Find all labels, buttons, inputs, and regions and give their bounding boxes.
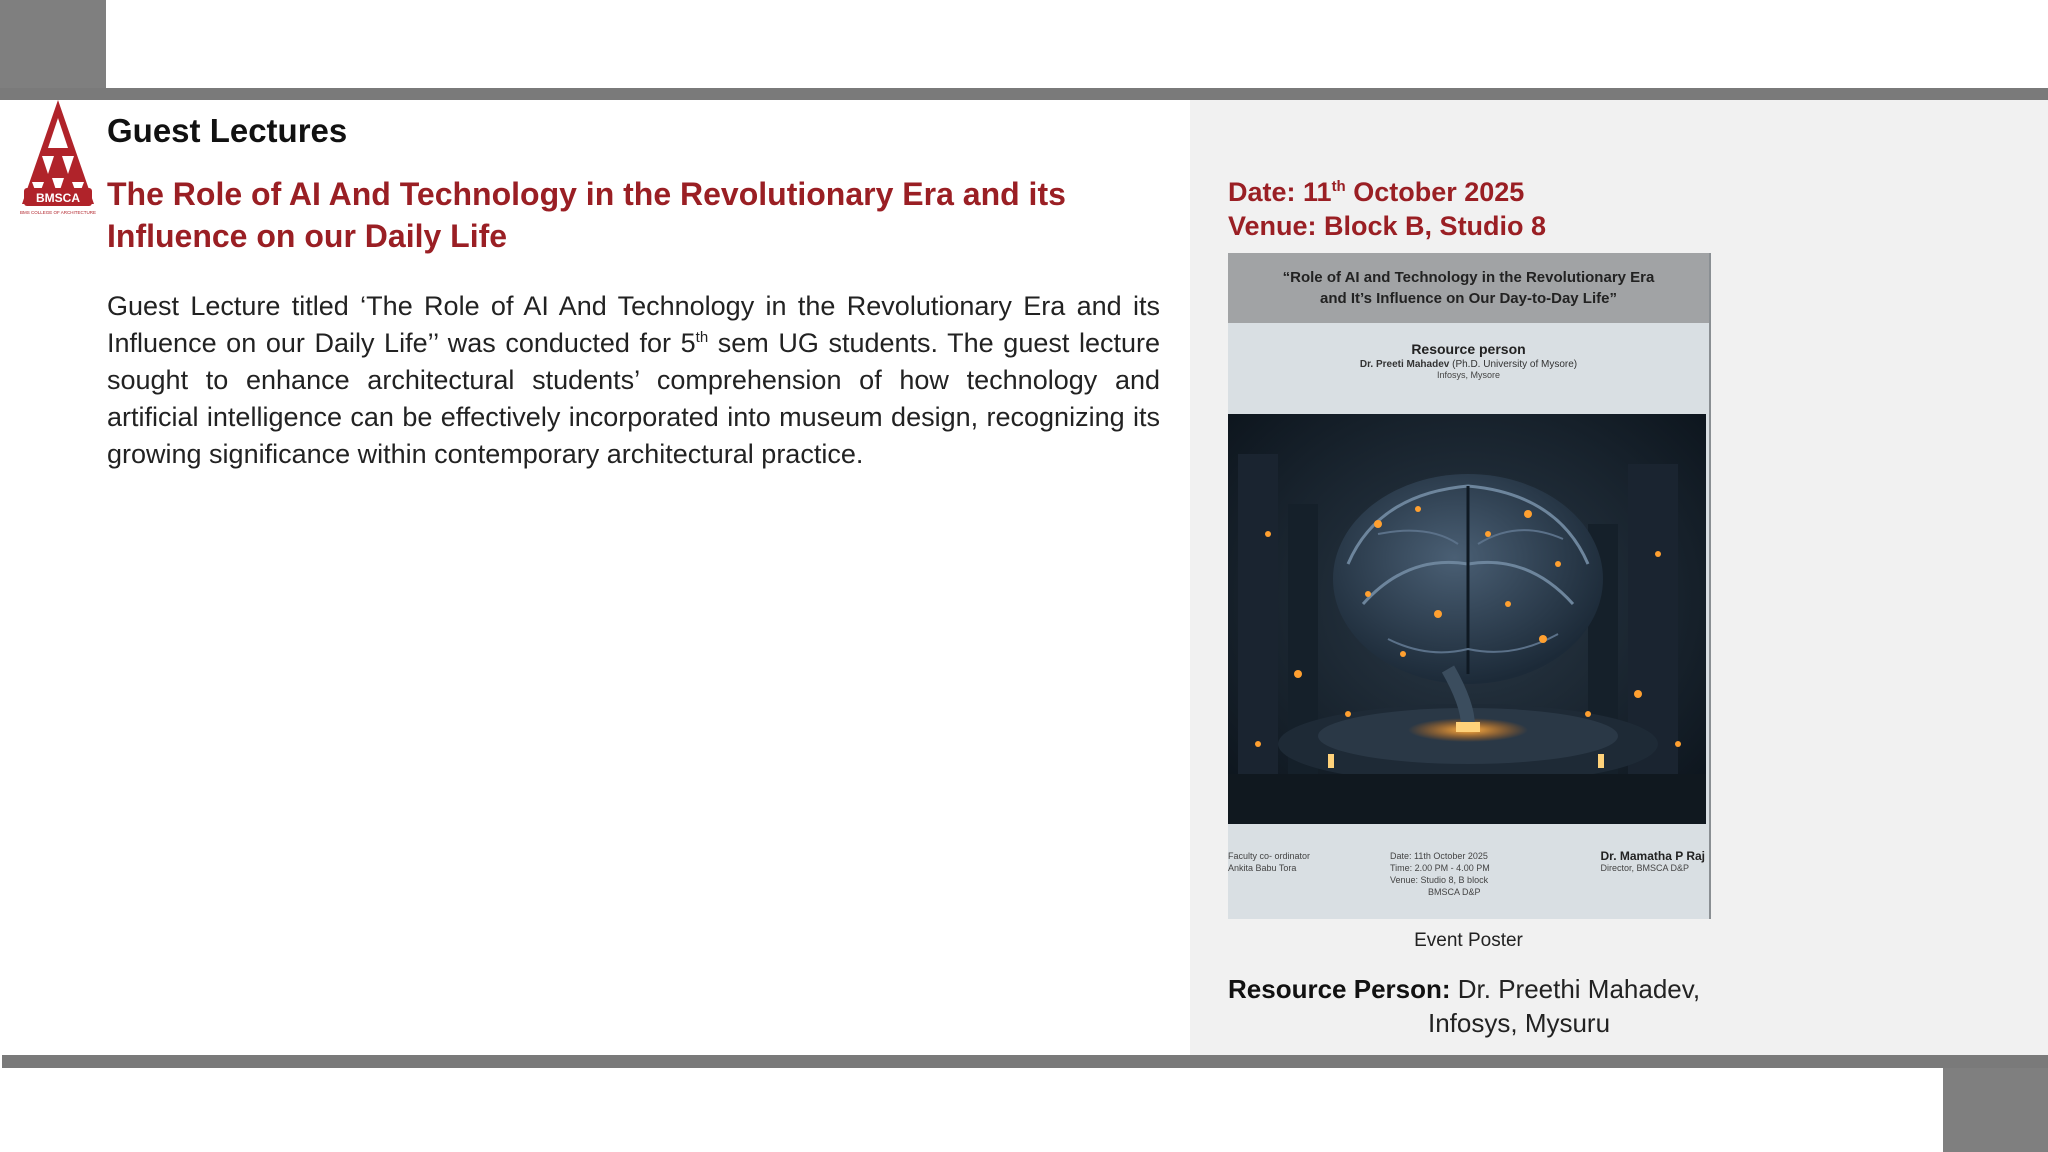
ai-brain-circuit-image <box>1228 414 1706 824</box>
coordinator-label: Faculty co- ordinator <box>1228 851 1311 861</box>
event-details <box>1228 175 1546 243</box>
resource-person-name: Dr. Preethi Mahadev, <box>1450 974 1701 1004</box>
poster-footer-schedule <box>1390 850 1490 898</box>
poster-resource-block <box>1228 341 1709 380</box>
bmsca-logo-icon <box>18 98 98 218</box>
top-divider-bar <box>0 88 2048 100</box>
top-left-corner-block <box>0 0 106 92</box>
section-heading: Guest Lectures <box>107 112 348 149</box>
description-text-2: sem UG students. The guest lecture sought to enhance architectural students’ comprehension of how technology and artificial intelligence can be effectively incorporated into museum design, recognizing its growing significance within contemporary architectural practice. <box>107 328 1160 469</box>
lecture-title: The Role of AI And Technology in the Revolutionary Era and its Influence on our Daily Life <box>107 176 1066 254</box>
poster-footer-director <box>1601 850 1705 874</box>
poster-title-band <box>1228 253 1709 323</box>
poster-org: BMSCA D&P <box>1428 887 1481 897</box>
resource-person-label: Resource Person: <box>1228 974 1451 1004</box>
date-prefix: Date: 11 <box>1228 177 1332 207</box>
resource-person <box>1228 972 1701 1038</box>
poster-title-line-1: “Role of AI and Technology in the Revolutionary Era <box>1282 269 1655 286</box>
poster-resource-org: Infosys, Mysore <box>1436 370 1501 380</box>
coordinator-name: Ankita Babu Tora <box>1228 863 1297 873</box>
resource-person-org: Infosys, Mysuru <box>1428 1008 1611 1038</box>
director-role: Director, BMSCA D&P <box>1600 863 1690 873</box>
director-name: Dr. Mamatha P Raj <box>1600 849 1705 863</box>
poster-footer-coordinator <box>1228 850 1310 874</box>
poster-footer <box>1228 850 1709 910</box>
poster-title-line-2: and It’s Influence on Our Day-to-Day Life” <box>1320 290 1617 307</box>
poster-time: Time: 2.00 PM - 4.00 PM <box>1390 863 1490 873</box>
logo-subtext: BMS COLLEGE OF ARCHITECTURE <box>19 210 97 215</box>
date-suffix: October 2025 <box>1345 177 1525 207</box>
date-superscript: th <box>1331 178 1346 195</box>
poster-date: Date: 11th October 2025 <box>1390 851 1488 861</box>
event-date <box>1228 175 1546 209</box>
poster-caption: Event Poster <box>1414 930 1523 951</box>
poster-resource-qual: (Ph.D. University of Mysore) <box>1452 359 1578 370</box>
description-text-1: Guest Lecture titled ‘The Role of AI And Technology in the Revolutionary Era and its Influence on our Daily Life’’ was conducted for 5 <box>107 291 1160 358</box>
poster-resource-label: Resource person <box>1411 341 1526 357</box>
event-poster <box>1228 253 1711 919</box>
description-superscript: th <box>695 329 709 346</box>
poster-venue: Venue: Studio 8, B block <box>1390 875 1489 885</box>
poster-resource-name: Dr. Preeti Mahadev <box>1359 359 1450 370</box>
poster-resource-name-line <box>1228 359 1709 370</box>
bottom-right-corner-block <box>1943 1068 2048 1152</box>
lecture-description <box>107 288 1160 473</box>
logo-text: BMSCA <box>36 191 80 205</box>
event-venue: Venue: Block B, Studio 8 <box>1228 211 1547 241</box>
bottom-divider-bar <box>2 1055 2048 1068</box>
